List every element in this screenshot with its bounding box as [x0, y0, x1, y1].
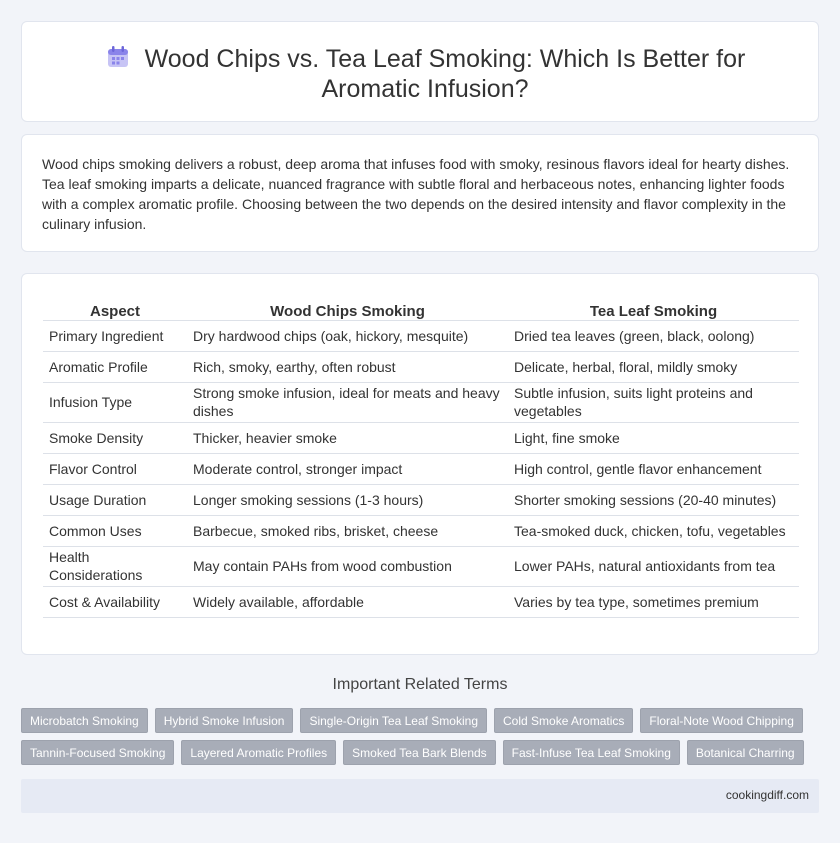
table-row [43, 351, 799, 382]
table-row [43, 515, 799, 546]
row-wood-chips: Barbecue, smoked ribs, brisket, cheese [187, 515, 508, 546]
row-tea-leaf: Subtle infusion, suits light proteins and vegetables [508, 382, 799, 422]
related-term-tag[interactable]: Layered Aromatic Profiles [181, 740, 336, 765]
row-aspect: Common Uses [43, 515, 187, 546]
row-aspect: Infusion Type [43, 382, 187, 422]
row-wood-chips: Rich, smoky, earthy, often robust [187, 351, 508, 382]
row-wood-chips: Strong smoke infusion, ideal for meats and heavy dishes [187, 382, 508, 422]
row-wood-chips: Thicker, heavier smoke [187, 422, 508, 453]
row-wood-chips: Widely available, affordable [187, 586, 508, 617]
row-wood-chips: Longer smoking sessions (1-3 hours) [187, 484, 508, 515]
row-tea-leaf: Light, fine smoke [508, 422, 799, 453]
related-term-tag[interactable]: Fast-Infuse Tea Leaf Smoking [503, 740, 680, 765]
row-tea-leaf: Lower PAHs, natural antioxidants from tea [508, 546, 799, 586]
row-aspect: Smoke Density [43, 422, 187, 453]
row-aspect: Aromatic Profile [43, 351, 187, 382]
row-wood-chips: Moderate control, stronger impact [187, 453, 508, 484]
row-wood-chips: Dry hardwood chips (oak, hickory, mesquite) [187, 320, 508, 351]
intro-paragraph: Wood chips smoking delivers a robust, deep aroma that infuses food with smoky, resinous flavors ideal for hearty dishes. Tea leaf smoking imparts a delicate, nuanced fragrance with subtle floral and herbaceous notes, enhancing lighter foods with a complex aromatic profile. Choosing between the two depends on the desired intensity and flavor complexity in the culinary infusion. [42, 156, 790, 232]
related-term-tag[interactable]: Microbatch Smoking [21, 708, 148, 733]
row-tea-leaf: Dried tea leaves (green, black, oolong) [508, 320, 799, 351]
column-header-tea-leaf: Tea Leaf Smoking [508, 295, 799, 320]
row-tea-leaf: Delicate, herbal, floral, mildly smoky [508, 351, 799, 382]
page-title [62, 44, 788, 104]
table-row [43, 422, 799, 453]
related-term-tag[interactable]: Smoked Tea Bark Blends [343, 740, 496, 765]
table-row [43, 484, 799, 515]
footer-site-link[interactable]: cookingdiff.com [725, 788, 809, 802]
related-term-tag[interactable]: Single-Origin Tea Leaf Smoking [300, 708, 487, 733]
table-row [43, 546, 799, 586]
row-aspect: Primary Ingredient [43, 320, 187, 351]
table-row [43, 453, 799, 484]
table-row [43, 320, 799, 351]
column-header-aspect: Aspect [43, 295, 187, 320]
title-card [21, 21, 819, 122]
column-header-wood-chips: Wood Chips Smoking [187, 295, 508, 320]
row-aspect: Cost & Availability [43, 586, 187, 617]
related-terms-list [21, 708, 811, 765]
related-term-tag[interactable]: Floral-Note Wood Chipping [640, 708, 803, 733]
table-row [43, 382, 799, 422]
related-term-tag[interactable]: Hybrid Smoke Infusion [155, 708, 294, 733]
row-tea-leaf: Varies by tea type, sometimes premium [508, 586, 799, 617]
page-title-text: Wood Chips vs. Tea Leaf Smoking: Which Is Better for Aromatic Infusion? [144, 45, 746, 103]
related-term-tag[interactable]: Cold Smoke Aromatics [494, 708, 633, 733]
table-header-row [43, 295, 799, 320]
comparison-table [43, 295, 799, 618]
footer [21, 779, 819, 813]
row-tea-leaf: Shorter smoking sessions (20-40 minutes) [508, 484, 799, 515]
row-wood-chips: May contain PAHs from wood combustion [187, 546, 508, 586]
intro-card [21, 134, 819, 252]
calendar-icon [105, 44, 131, 70]
comparison-card [21, 273, 819, 655]
related-term-tag[interactable]: Botanical Charring [687, 740, 804, 765]
row-aspect: Flavor Control [43, 453, 187, 484]
row-tea-leaf: High control, gentle flavor enhancement [508, 453, 799, 484]
related-term-tag[interactable]: Tannin-Focused Smoking [21, 740, 174, 765]
row-aspect: Usage Duration [43, 484, 187, 515]
related-terms-heading: Important Related Terms [332, 676, 508, 693]
row-tea-leaf: Tea-smoked duck, chicken, tofu, vegetables [508, 515, 799, 546]
table-row [43, 586, 799, 617]
row-aspect: Health Considerations [43, 546, 187, 586]
